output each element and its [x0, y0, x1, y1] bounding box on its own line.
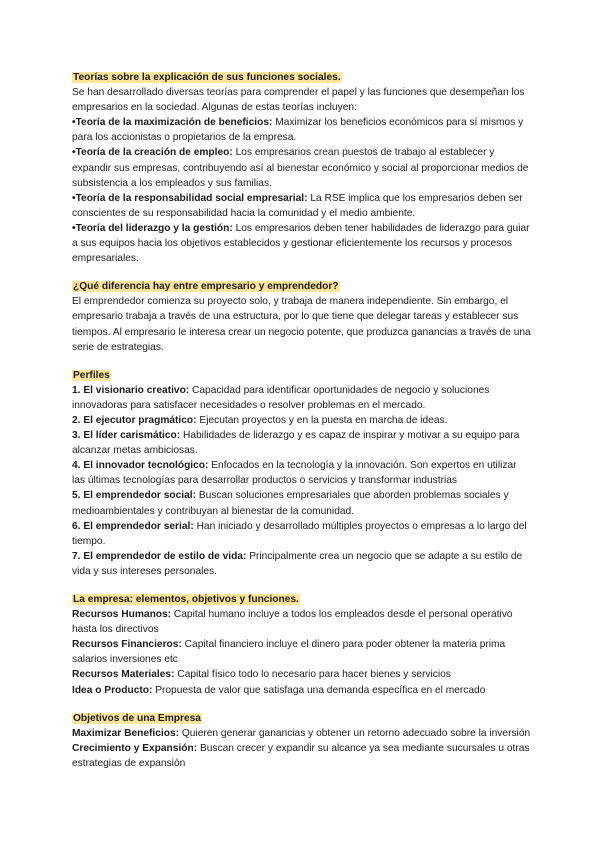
list-item: [72, 488, 532, 518]
item-text: Propuesta de valor que satisfaga una demanda específica en el mercado: [152, 684, 486, 696]
item-label: •Teoría de la responsabilidad social empresarial:: [72, 192, 308, 204]
item-label: 5. El emprendedor social:: [72, 490, 196, 502]
item-label: Maximizar Beneficios:: [72, 727, 180, 739]
list-item: [72, 607, 532, 637]
list-item: [72, 191, 532, 221]
paragraph: El emprendedor comienza su proyecto solo, y trabaja de manera independiente. Sin embargo, el empresario trabaja a través de una estructura, por lo que tiene que delegar tareas y establecer sus tiempos. Al empresario le interesa crear un negocio potente, que produzca ganancias a través de una serie de estrategias.: [72, 296, 531, 353]
item-label: Idea o Producto:: [72, 684, 153, 696]
list-item: [72, 741, 532, 771]
list-item: [72, 221, 532, 266]
item-text: Buscan crecer y expandir su alcance ya sea mediante sucursales u otras estrategias de expansión: [72, 742, 530, 769]
item-text: Habilidades de liderazgo y es capaz de inspirar y motivar a su equipo para alcanzar metas ambiciosas.: [72, 430, 520, 457]
item-text: Buscan soluciones empresariales que aborden problemas sociales y medioambientales y contribuyan al bienestar de la comunidad.: [72, 490, 509, 517]
item-text: La RSE implica que los empresarios deben ser conscientes de su responsabilidad hacia la comunidad y el medio ambiente.: [72, 192, 523, 219]
document-page: [72, 70, 532, 771]
section-diferencia: [72, 279, 532, 354]
section-heading: Perfiles: [73, 369, 110, 381]
item-text: Capacidad para identificar oportunidades de negocio y soluciones innovadoras para satisfacer necesidades o resolver problemas en el mercado.: [72, 384, 490, 411]
item-label: 6. El emprendedor serial:: [72, 520, 194, 532]
list-item: [72, 549, 532, 579]
item-label: Recursos Financieros:: [72, 639, 182, 651]
item-text: Enfocados en la tecnología y la innovación. Son expertos en utilizar las últimas tecnologías para desarrollar productos o servicios y transformar industrias: [72, 460, 517, 487]
item-text: Han iniciado y desarrollado múltiples proyectos o empresas a lo largo del tiempo.: [72, 520, 527, 547]
item-label: 4. El innovador tecnológico:: [72, 460, 209, 472]
item-text: Los empresarios crean puestos de trabajo al establecer y expandir sus empresas, contribuyendo así al bienestar económico y social al proporcionar medios de subsistencia a los empleados y sus familias.: [72, 147, 529, 189]
item-label: 1. El visionario creativo:: [72, 384, 190, 396]
item-text: Maximizar los beneficios económicos para sí mismos y para los accionistas o propietarios de la empresa.: [72, 117, 524, 144]
item-text: Capital financiero incluye el dinero para poder obtener la materia prima salarios inversiones etc: [72, 639, 506, 666]
section-empresa: [72, 592, 532, 698]
section-heading: Teorías sobre la explicación de sus funciones sociales.: [73, 72, 341, 83]
item-text: Capital físico todo lo necesario para hacer bienes y servicios: [174, 669, 451, 681]
paragraph: Se han desarrollado diversas teorías para comprender el papel y las funciones que desempeñan los empresarios en la sociedad. Algunas de estas teorías incluyen:: [72, 87, 525, 114]
list-item: [72, 383, 532, 413]
item-label: •Teoría de la creación de empleo:: [72, 147, 233, 159]
list-item: [72, 145, 532, 190]
item-text: Capital humano incluye a todos los empleados desde el personal operativo hasta los directivos: [72, 609, 513, 636]
item-label: •Teoría de la maximización de beneficios:: [72, 117, 273, 129]
section-heading: Objetivos de una Empresa: [73, 712, 201, 724]
item-label: Recursos Materiales:: [72, 669, 175, 681]
section-perfiles: [72, 368, 532, 579]
item-label: 2. El ejecutor pragmático:: [72, 414, 197, 426]
list-item: [72, 683, 532, 698]
item-text: Quieren generar ganancias y obtener un retorno adecuado sobre la inversión: [179, 727, 531, 739]
item-label: •Teoría del liderazgo y la gestión:: [72, 222, 233, 234]
list-item: [72, 667, 532, 682]
list-item: [72, 637, 532, 667]
item-text: Ejecutan proyectos y en la puesta en marcha de ideas.: [196, 414, 448, 426]
list-item: [72, 726, 532, 741]
list-item: [72, 519, 532, 549]
item-label: 3. El líder carismático:: [72, 430, 181, 442]
section-objetivos: [72, 711, 532, 771]
list-item: [72, 428, 532, 458]
list-item: [72, 413, 532, 428]
section-teorias: [72, 70, 532, 266]
item-label: 7. El emprendedor de estilo de vida:: [72, 550, 247, 562]
item-label: Recursos Humanos:: [72, 609, 172, 621]
list-item: [72, 458, 532, 488]
list-item: [72, 115, 532, 145]
item-text: Principalmente crea un negocio que se adapte a su estilo de vida y sus intereses personales.: [72, 550, 523, 577]
section-heading: ¿Qué diferencia hay entre empresario y emprendedor?: [73, 281, 339, 293]
item-label: Crecimiento y Expansión:: [72, 742, 198, 754]
item-text: Los empresarios deben tener habilidades de liderazgo para guiar a sus equipos hacia los objetivos establecidos y gestionar eficientemente los recursos y procesos empresariales.: [72, 222, 530, 265]
section-heading: La empresa: elementos, objetivos y funciones.: [73, 594, 299, 605]
